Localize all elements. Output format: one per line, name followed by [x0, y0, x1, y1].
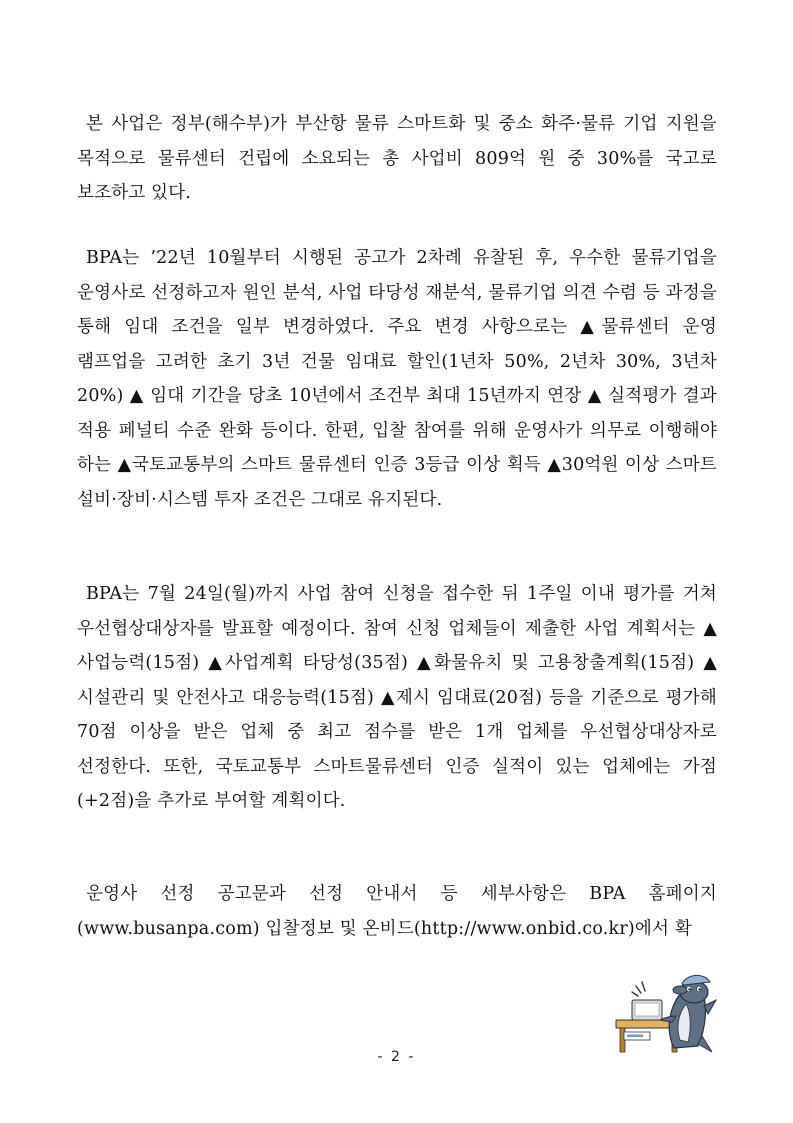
body-paragraph: BPA는 7월 24일(월)까지 사업 참여 신청을 접수한 뒤 1주일 이내 평가를 거쳐 우선협상대상자를 발표할 예정이다. 참여 신청 업체들이 제출한 사업 계획서는 ▲사업능력(15점) ▲사업계획 타당성(35점) ▲화물유치 및 고용창출계획(15점) ▲시설관리 및 안전사고 대응능력(15점) ▲제시 임대료(20점) 등을 기준으로 평가해 70점 이상을 받은 업체 중 최고 점수를 받은 1개 업체를 우선협상대상자로 선정한다. 또한, 국토교통부 스마트물류센터 인증 실적이 있는 업체에는 가점(+2점)을 추가로 부여할 계획이다.: [77, 584, 717, 811]
body-paragraph: 본 사업은 정부(해수부)가 부산항 물류 스마트화 및 중소 화주·물류 기업 지원을 목적으로 물류센터 건립에 소요되는 총 사업비 809억 원 중 30%를 국고로 보조하고 있다.: [77, 114, 717, 203]
page-number: - 2 -: [377, 1049, 416, 1065]
body-paragraph: 운영사 선정 공고문과 선정 안내서 등 세부사항은 BPA 홈페이지(www.busanpa.com) 입찰정보 및 온비드(http://www.onbid.co.kr)에서 확: [77, 884, 717, 939]
dolphin-mascot-at-desk-icon: [614, 970, 718, 1054]
body-paragraph: BPA는 ’22년 10월부터 시행된 공고가 2차례 유찰된 후, 우수한 물류기업을 운영사로 선정하고자 원인 분석, 사업 타당성 재분석, 물류기업 의견 수렴 등 과정을 통해 임대 조건을 일부 변경하였다. 주요 변경 사항으로는 ▲물류센터 운영 램프업을 고려한 초기 3년 건물 임대료 할인(1년차 50%, 2년차 30%, 3년차 20%) ▲ 임대 기간을 당초 10년에서 조건부 최대 15년까지 연장 ▲ 실적평가 결과 적용 페널티 수준 완화 등이다. 한편, 입찰 참여를 위해 운영사가 의무로 이행해야 하는 ▲국토교통부의 스마트 물류센터 인증 3등급 이상 획득 ▲30억원 이상 스마트 설비·장비·시스템 투자 조건은 그대로 유지된다.: [77, 248, 717, 510]
